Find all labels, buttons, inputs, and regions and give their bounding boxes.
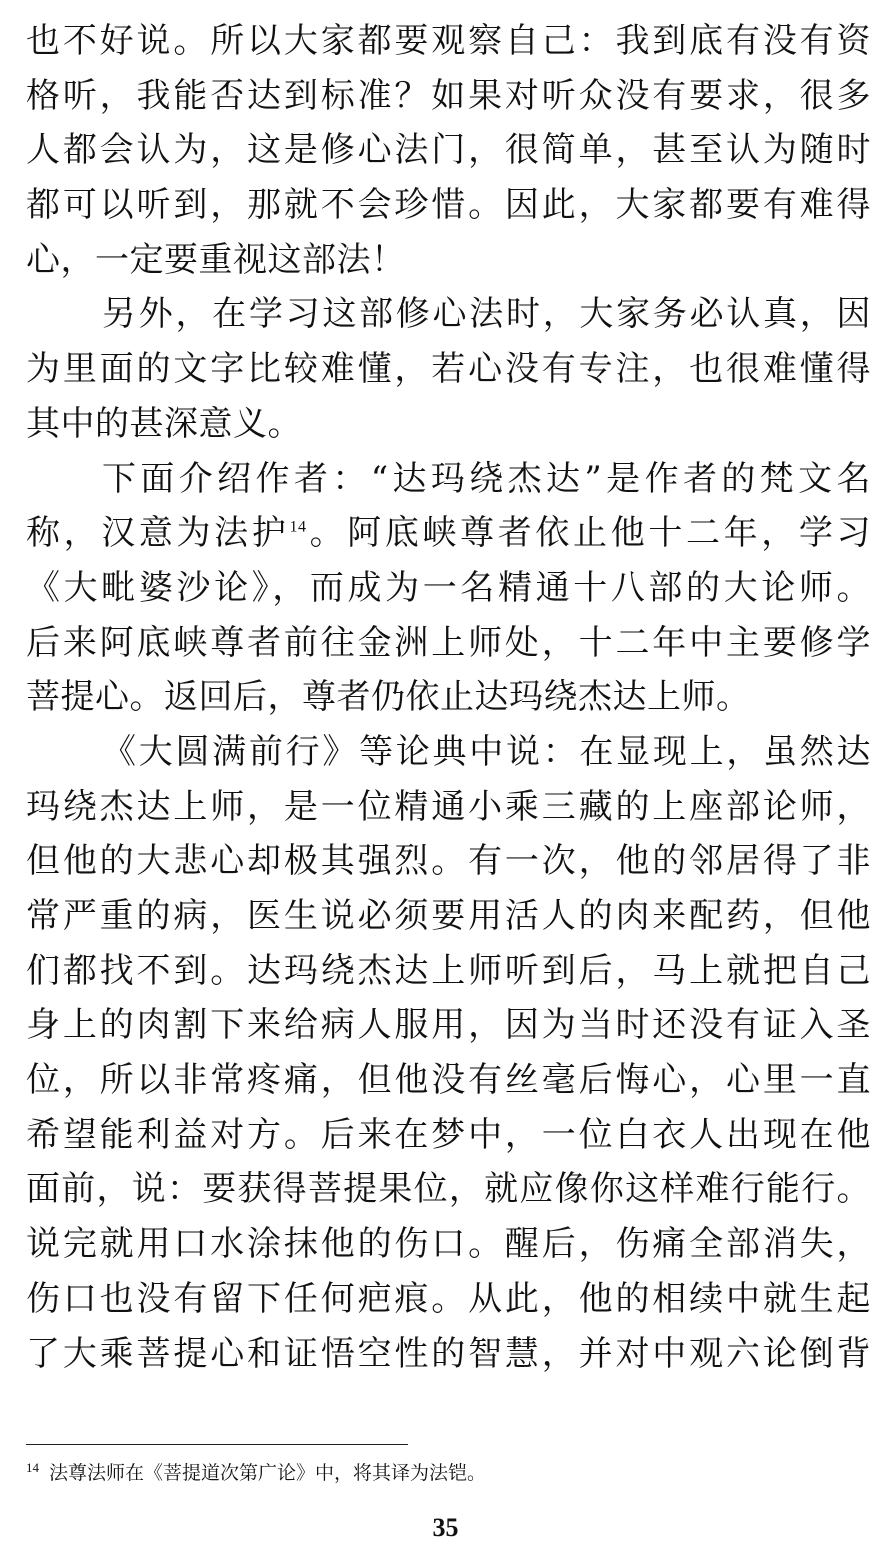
text-line: 《大圆满前行》等论典中说：在显现上，虽然达 bbox=[102, 731, 871, 772]
text-line: 也不好说。所以大家都要观察自己：我到底有没有资 bbox=[26, 21, 871, 61]
text-line: 下面介绍作者：“达玛绕杰达”是作者的梵文名 bbox=[102, 458, 871, 499]
footnote-reference[interactable]: 14 bbox=[289, 518, 307, 536]
text-line: 希望能利益对方。后来在梦中，一位白衣人出现在他 bbox=[26, 1114, 871, 1155]
text-line: 人都会认为，这是修心法门，很简单，甚至认为随时 bbox=[26, 130, 871, 171]
text-line: 了大乘菩提心和证悟空性的智慧，并对中观六论倒背 bbox=[26, 1333, 871, 1374]
page-number: 35 bbox=[432, 1513, 459, 1542]
text-line: 说完就用口水涂抹他的伤口。醒后，伤痛全部消失， bbox=[26, 1224, 871, 1265]
footnote-text: 法尊法师在《菩提道次第广论》中，将其译为法铠。 bbox=[49, 1462, 487, 1484]
footnote bbox=[26, 1458, 871, 1488]
text-line: 格听，我能否达到标准？如果对听众没有要求，很多 bbox=[26, 75, 871, 116]
text-segment: 。阿底峡尊者依止他十二年，学习 bbox=[306, 513, 871, 554]
text-segment: 称，汉意为法护 bbox=[26, 513, 290, 554]
text-line: 后来阿底峡尊者前往金洲上师处，十二年中主要修学 bbox=[26, 622, 871, 663]
text-line: 玛绕杰达上师，是一位精通小乘三藏的上座部论师， bbox=[26, 786, 871, 827]
text-line: 们都找不到。达玛绕杰达上师听到后，马上就把自己 bbox=[26, 950, 871, 991]
text-line: 面前，说：要获得菩提果位，就应像你这样难行能行。 bbox=[26, 1169, 871, 1210]
text-line: 心，一定要重视这部法！ bbox=[26, 239, 406, 280]
text-line: 常严重的病，医生说必须要用活人的肉来配药，但他 bbox=[26, 896, 871, 936]
text-line: 身上的肉割下来给病人服用，因为当时还没有证入圣 bbox=[26, 1005, 871, 1046]
footnote-divider bbox=[26, 1444, 408, 1445]
text-line: 《大毗婆沙论》，而成为一名精通十八部的大论师。 bbox=[26, 567, 871, 608]
text-line: 伤口也没有留下任何疤痕。从此，他的相续中就生起 bbox=[26, 1278, 871, 1319]
text-line: 但他的大悲心却极其强烈。有一次，他的邻居得了非 bbox=[26, 841, 871, 882]
text-line: 都可以听到，那就不会珍惜。因此，大家都要有难得 bbox=[26, 185, 871, 226]
footnote-number: 14 bbox=[26, 1459, 39, 1475]
text-line: 其中的甚深意义。 bbox=[26, 403, 302, 444]
text-line: 另外，在学习这部修心法时，大家务必认真，因 bbox=[102, 294, 871, 335]
text-line: 菩提心。返回后，尊者仍依止达玛绕杰达上师。 bbox=[26, 677, 751, 718]
body-text bbox=[26, 14, 871, 1381]
text-line: 为里面的文字比较难懂，若心没有专注，也很难懂得 bbox=[26, 349, 871, 390]
text-line: 位，所以非常疼痛，但他没有丝毫后悔心，心里一直 bbox=[26, 1060, 871, 1101]
text-line-with-footnote bbox=[26, 506, 871, 561]
